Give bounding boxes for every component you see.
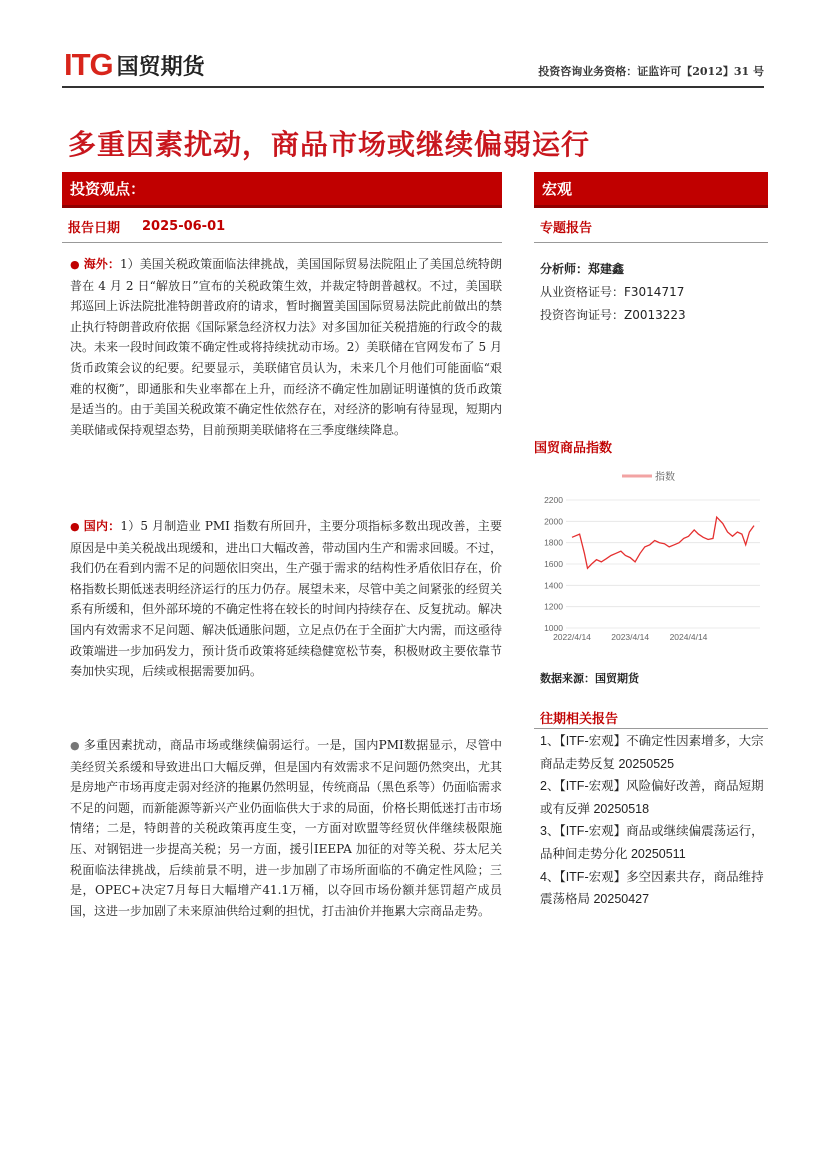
domestic-text: 1）5 月制造业 PMI 指数有所回升，主要分项指标多数出现改善，主要原因是中美关税战出现缓和，进出口大幅改善，带动国内生产和需求回暖。不过，我们仍在看到内需不足的问题依旧突出，生产强于需求的结构性矛盾依旧存在，价格指数长期低迷表明经济运行的压力仍存。展望未来，尽管中美之间紧张的经贸关系有所缓和，但外部环境的不确定性将在较长的时间内持续存在、反复扰动。解决国内有效需求不足问题、解决低通胀问题，立足点仍在于全面扩大内需，而这亟待政策端进一步加码发力，预计货币政策将延续稳健宽松节奏，积极财政主要依靠节奏加快实现，后续或根据需要加码。 [70,519,503,679]
license-text: 投资咨询业务资格：证监许可【2012】31 号 [538,65,764,78]
logo-cn-text: 国贸期货 [116,54,205,80]
related-report-item[interactable]: 4、【ITF-宏观】多空因素共存，商品维持震荡格局 20250427 [540,869,764,907]
overseas-text: 1）美国关税政策面临法律挑战，美国国际贸易法院阻止了美国总统特朗普在 4 月 2 日“解放日”宣布的关税政策生效，并裁定特朗普越权。不过，美国联邦巡回上诉法院批准特朗普政府的请求，暂时搁置美国国际贸易法院此前做出的禁止执行特朗普政府依据《国际紧急经济权力法》对多国加征关税措施的行政令的裁决。未来一段时间政策不确定性或将持续扰动市场。2）美联储在官网发布了 5 月货币政策会议的纪要。纪要显示，美联储官员认为，未来几个月他们可能面临“艰难的权衡”，即通胀和失业率都在上升，而经济不确定性加剧证明谨慎的货币政策是适当的。由于美国关税政策不确定性依然存在，对经济的影响有待显现，短期内美联储或保持观望态势，目前预期美联储将在三季度继续降息。 [70,257,503,437]
bullet-icon: ● [70,258,80,271]
related-report-item[interactable]: 2、【ITF-宏观】风险偏好改善，商品短期或有反弹 20250518 [540,779,764,816]
x-tick-label: 2022/4/14 [553,632,591,642]
chart-y-tick-labels [544,495,563,633]
bullet-icon: ● [70,520,80,533]
company-logo [64,48,205,82]
related-reports-title: 往期相关报告 [540,712,619,727]
chart-title: 国贸商品指数 [534,441,613,456]
y-tick-label: 2200 [544,495,563,505]
data-source: 数据来源：国贸期货 [540,672,639,685]
y-tick-label: 1600 [544,559,563,569]
summary-paragraph [70,735,502,921]
summary-text: 多重因素扰动，商品市场或继续偏弱运行。一是，国内PMI数据显示，尽管中美经贸关系缓和导致进出口大幅反弹，但是国内有效需求不足问题仍然突出，尤其是房地产市场再度走弱对经济的拖累仍然明显，传统商品（黑色系等）仍面临需求不足的问题，而新能源等新兴产业仍面临供大于求的局面，价格长期低迷打击市场情绪；二是，特朗普的关税政策再度生变，一方面对欧盟等经贸伙伴继续极限施压、对钢铝进一步提高关税；另一方面，援引IEEPA 加征的对等关税、芬太尼关税面临法律挑战，后续前景不明，进一步加剧了市场所面临的不确定性风险；三是，OPEC+决定7月每日大幅增产41.1万桶，以夺回市场份额并惩罚超产成员国，这进一步加剧了未来原油供给过剩的担忧，打击油价并拖累大宗商品走势。 [70,738,503,918]
report-title: 多重因素扰动，商品市场或继续偏弱运行 [68,128,591,161]
related-report-item[interactable]: 1、【ITF-宏观】不确定性因素增多，大宗商品走势反复 20250525 [540,734,764,771]
y-tick-label: 1200 [544,601,563,612]
domestic-lead: 国内： [83,519,121,533]
investment-view-heading-text: 投资观点： [70,180,146,198]
category-heading-text: 宏观 [542,180,573,198]
report-date-row [62,210,502,243]
y-tick-label: 1800 [544,537,563,548]
bullet-icon: ● [70,739,80,752]
consulting-cert: 投资咨询证号：Z0013223 [540,308,686,322]
related-reports-divider [534,728,768,729]
related-reports-list [540,730,766,911]
chart-x-tick-labels [553,632,708,642]
report-date-value: 2025-06-01 [142,218,226,234]
qualification-cert: 从业资格证号：F3014717 [540,285,685,299]
report-type-row [534,210,768,243]
legend-label: 指数 [655,472,675,483]
overseas-paragraph [70,254,502,440]
analyst-name: 分析师：郑建鑫 [540,262,625,276]
y-tick-label: 1400 [544,580,563,591]
y-tick-label: 2000 [544,516,563,527]
category-heading [534,172,768,208]
logo-itg-text: ITG [64,47,113,82]
report-type-label: 专题报告 [540,220,593,236]
overseas-lead: 海外： [83,257,120,271]
report-date-label: 报告日期 [68,220,121,236]
chart-gridlines [566,500,760,628]
commodity-index-chart [534,462,768,647]
header-divider [62,86,764,88]
x-tick-label: 2023/4/14 [611,632,650,642]
domestic-paragraph [70,516,502,682]
related-report-item[interactable]: 3、【ITF-宏观】商品或继续偏震荡运行，品种间走势分化 20250511 [540,824,764,861]
y-tick-label: 1000 [544,623,563,633]
x-tick-label: 2024/4/14 [669,632,708,642]
investment-view-heading [62,172,502,208]
